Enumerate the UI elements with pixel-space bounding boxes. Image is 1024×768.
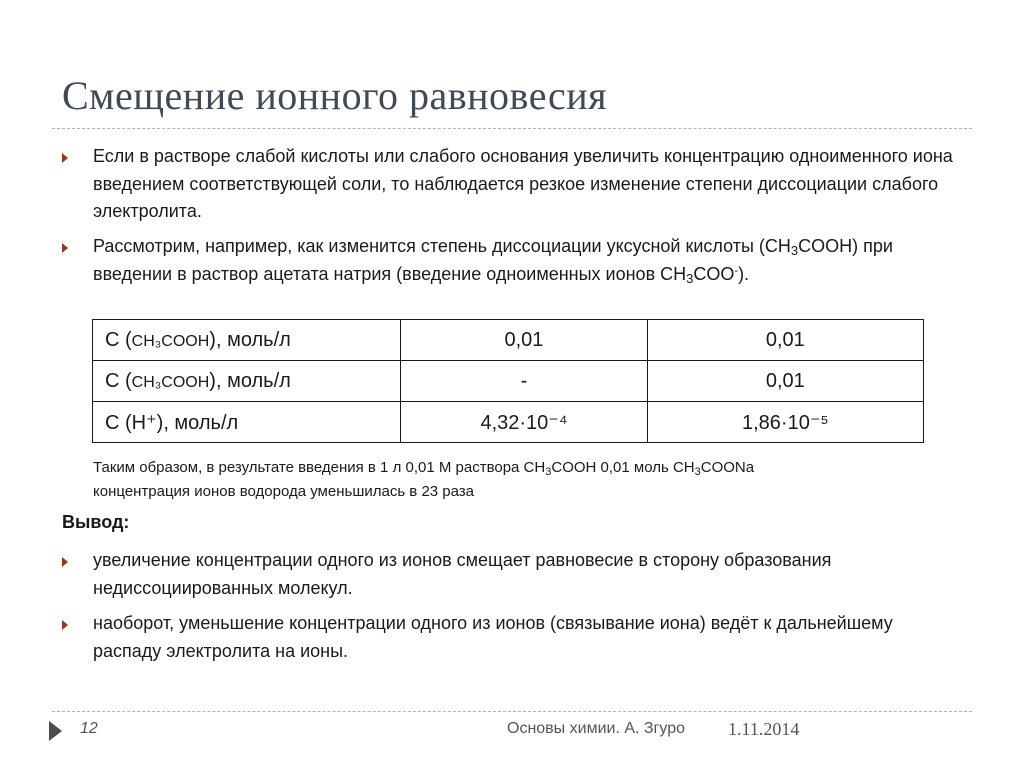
- table-cell-value: 1,86·10⁻⁵: [647, 402, 923, 443]
- table-cell-label: C (CH₃COOH), моль/л: [93, 361, 401, 402]
- note-line-1: Таким образом, в результате введения в 1 л 0,01 М раствора $CH_3COOH$ 0,01 моль $CH_3COONa$: [93, 459, 755, 478]
- conclusion-bullet-1-text: увеличение концентрации одного из ионов смещает равновесие в сторону образования недиссоциированных молекул.: [93, 550, 832, 598]
- bullet-arrow-icon: [62, 620, 68, 630]
- table-row: [93, 361, 924, 402]
- table-cell-label: C (CH₃COOH), моль/л: [93, 320, 401, 361]
- bullet-arrow-icon: [62, 153, 68, 163]
- table-cell-value: 0,01: [647, 361, 923, 402]
- table-cell-value: 0,01: [401, 320, 647, 361]
- footer-divider: [52, 711, 972, 712]
- title-divider: [52, 128, 972, 129]
- bullet-1-text: Если в растворе слабой кислоты или слабого основания увеличить концентрацию одноименного иона введением соответствующей соли, то наблюдается резкое изменение степени диссоциации слабого электролита.: [93, 146, 953, 221]
- slide-title: Смещение ионного равновесия: [62, 73, 608, 118]
- bullet-2: [62, 233, 962, 288]
- footer-date: 1.11.2014: [728, 719, 800, 739]
- bullet-arrow-icon: [62, 243, 68, 253]
- table-cell-label: C (H⁺), моль/л: [93, 402, 401, 443]
- concentration-table: [92, 319, 924, 443]
- table-cell-value: 4,32·10⁻⁴: [401, 402, 647, 443]
- conclusion-heading: Вывод:: [62, 512, 130, 532]
- slide-number: 12: [80, 720, 98, 737]
- conclusion-bullet-2-text: наоборот, уменьшение концентрации одного из ионов (связывание иона) ведёт к дальнейшему распаду электролита на ионы.: [93, 613, 893, 661]
- conclusion-bullet-2: [62, 610, 962, 665]
- table-cell-value: 0,01: [647, 320, 923, 361]
- bullet-2-text: Рассмотрим, например, как изменится степень диссоциации уксусной кислоты $(CH_3COOH)$ при введении в раствор ацетата натрия (введение одноименных ионов $CH_3COO^-$).: [93, 236, 893, 286]
- table-cell-value: -: [401, 361, 647, 402]
- footer-author: Основы химии. А. Згуро: [507, 720, 686, 737]
- footer-arrow-icon: [49, 721, 62, 741]
- table-row: [93, 402, 924, 443]
- table-note: [93, 456, 953, 504]
- bullet-arrow-icon: [62, 557, 68, 567]
- table-row: [93, 320, 924, 361]
- conclusion-bullet-1: [62, 547, 962, 602]
- bullet-1: [62, 143, 962, 226]
- note-line-2: концентрация ионов водорода уменьшилась в 23 раза: [93, 483, 475, 500]
